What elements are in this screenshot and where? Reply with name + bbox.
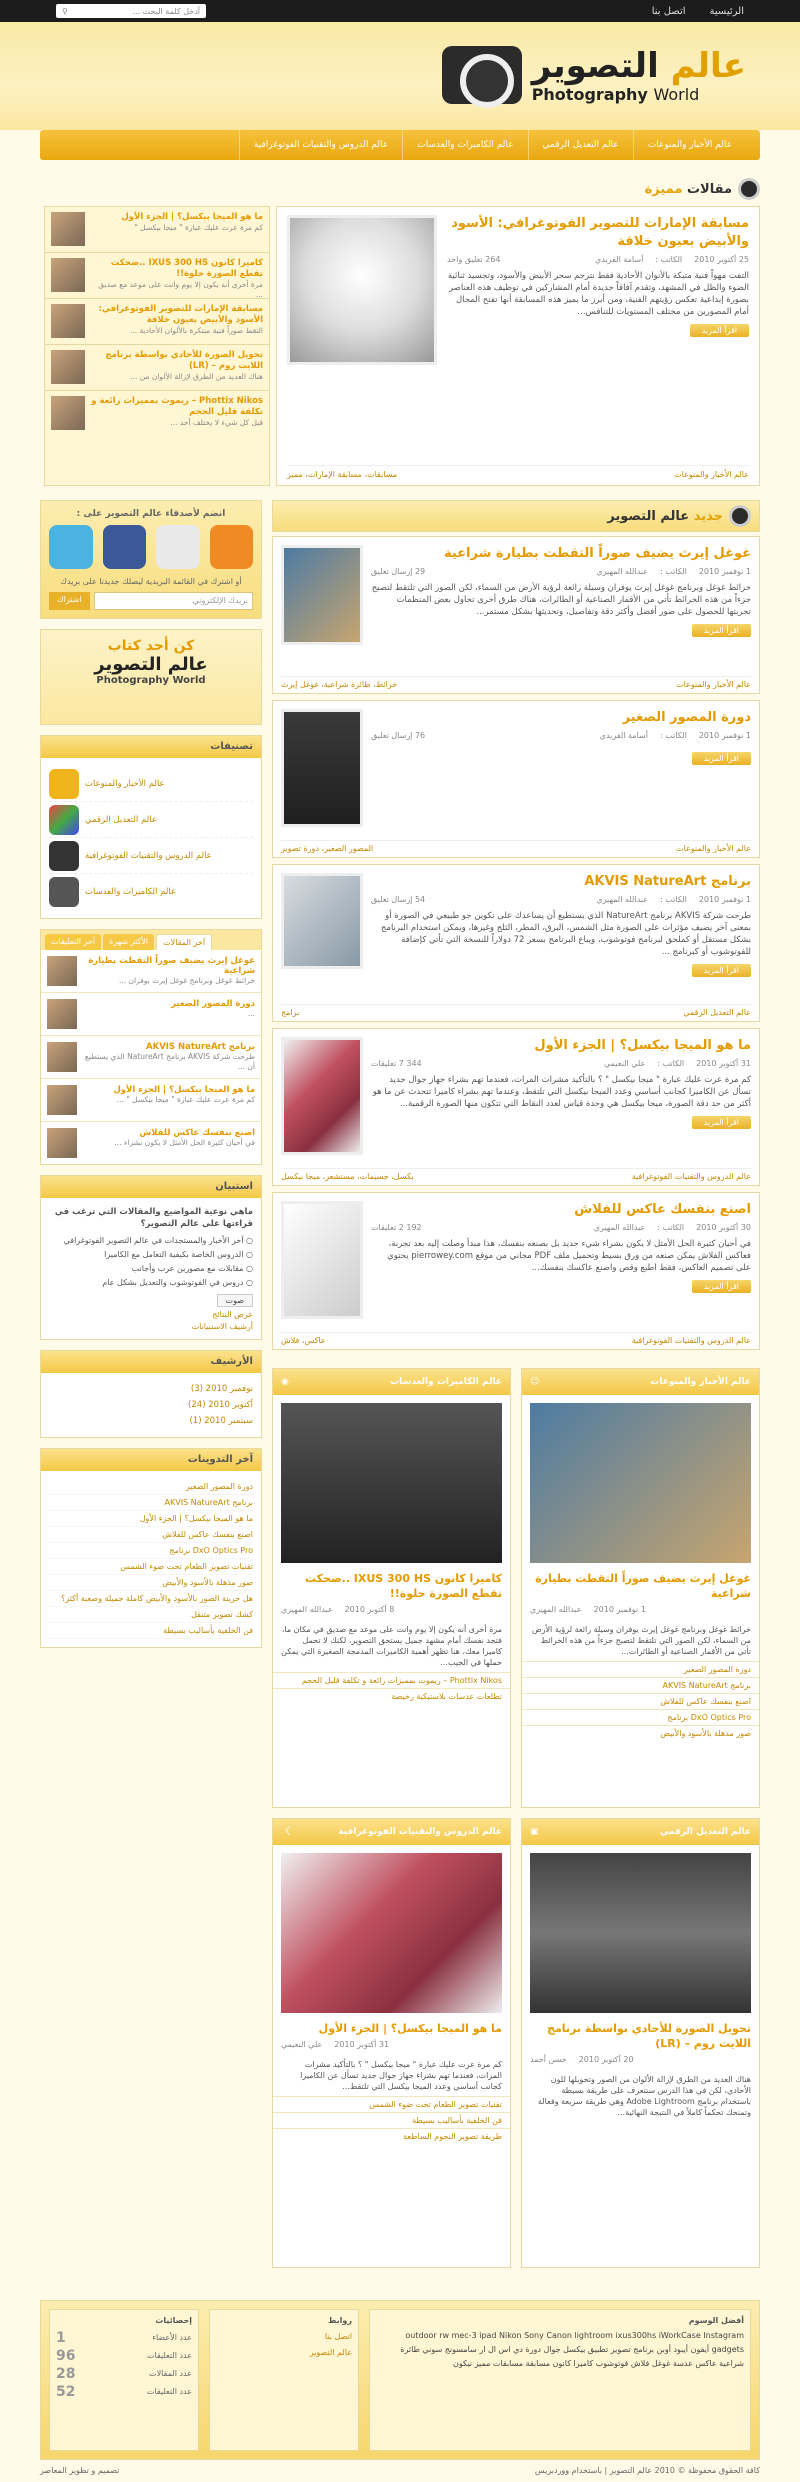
footer-links: روابط اتصل بنا عالم التصوير: [209, 2309, 359, 2451]
nav-item-cameras[interactable]: عالم الكاميرات والعدسات: [402, 130, 527, 160]
archive-link[interactable]: سبتمبر 2010 (1): [189, 1416, 253, 1426]
featured-main-post: [276, 206, 760, 486]
read-more-button[interactable]: اقرأ المزيد: [692, 1116, 751, 1129]
news-heading: جديد عالم التصوير: [607, 508, 723, 524]
twitter-icon[interactable]: [49, 525, 93, 569]
post-thumbnail[interactable]: [51, 350, 85, 384]
category-link[interactable]: عالم الأخبار والمنوعات: [49, 766, 253, 802]
nav-item-lessons[interactable]: عالم الدروس والتقنيات الفوتوغرافية: [239, 130, 402, 160]
lens-icon: [729, 505, 751, 527]
tab-popular[interactable]: الأكثر شهرة: [103, 934, 154, 950]
posts-tabs-widget: [40, 929, 262, 1165]
footer-link[interactable]: اتصل بنا: [324, 2332, 352, 2341]
post-date: 25 أكتوبر 2010: [694, 255, 749, 264]
featured-section: [40, 178, 760, 486]
post-image[interactable]: [281, 545, 363, 645]
poll-option[interactable]: ○ آخر الأخبار والمستجدات في عالم التصوير الفوتوغرافي: [49, 1234, 253, 1248]
camera-icon: [49, 877, 79, 907]
recent-post-link[interactable]: فن الخلفية بأساليب بسيطة: [49, 1623, 253, 1639]
post-image[interactable]: [281, 1037, 363, 1155]
poll-archive-link[interactable]: أرشيف الاستبيانات: [191, 1322, 253, 1331]
post-title[interactable]: برنامج AKVIS NatureArt: [584, 874, 751, 889]
tab-comments[interactable]: آخر التعليقات: [45, 934, 101, 950]
list-item[interactable]: غوغل إيرث يضيف صوراً التقطت بطيارة شراعية خرائط غوغل وبرنامج غوغل إيرث يوفران ...: [41, 950, 261, 993]
list-item[interactable]: ما هو الميجا بيكسل؟ | الجزء الأول كم مرة عرت عليك عبارة " ميجا بيكسل " ...: [41, 1079, 261, 1122]
featured-image[interactable]: [287, 215, 437, 365]
archive-widget: الأرشيف نوفمبر 2010 (3) أكتوبر 2010 (24) سبتمبر 2010 (1): [40, 1350, 262, 1438]
search-placeholder: أدخل كلمة البحث ...: [132, 6, 200, 16]
email-field[interactable]: بريدك الإلكتروني: [94, 592, 253, 610]
list-item[interactable]: مسابقة الإمارات للتصوير الفوتوغرافي: الأسود والأبيض بعيون خلاقة التقط صوراً فنية مبتكرة بالألوان الأحادية ...: [45, 299, 269, 345]
masks-icon: ☺: [530, 1377, 540, 1387]
tab-latest[interactable]: آخر المقالات: [156, 934, 212, 950]
search-icon[interactable]: ⚲: [62, 6, 68, 16]
facebook-icon[interactable]: [103, 525, 147, 569]
post-thumbnail[interactable]: [51, 396, 85, 430]
featured-category[interactable]: عالم الأخبار والمنوعات: [674, 470, 749, 479]
list-item[interactable]: برنامج AKVIS NatureArt طرحت شركة AKVIS برنامج NatureArt الذي يستطيع أن ...: [41, 1036, 261, 1079]
nav-item-news[interactable]: عالم الأخبار والمنوعات: [633, 130, 746, 160]
post-title[interactable]: غوغل إيرث يضيف صوراً التقطت بطيارة شراعية: [443, 546, 751, 561]
nav-item-editing[interactable]: عالم التعديل الرقمي: [528, 130, 633, 160]
news-post: دورة المصور الصغير 1 نوفمبر 2010 الكاتب : أسامة الفريدي 76 إرسال تعليق اقرأ المزيد عالم الأخبار والمنوعات المصور الصغير، دورة تصوير: [272, 700, 760, 858]
recent-post-link[interactable]: صور مذهلة بالأسود والأبيض: [49, 1575, 253, 1591]
category-box: عالم الدروس والتقنيات الفوتوغرافية 〉 ما هو الميجا بيكسل؟ | الجزء الأول 31 أكتوبر 2010 علي النعيمي كم مرة عرت عليك عبارة " ميجا بيكسل " ؟ بالتأكيد مشرات المرات، فعندما تهم بشراء جهاز جوال جديد تسأل عن الكاميرا كجانب أساسي وعدد الميجا بيكسل التي تلتقط... تقنيات تصوير الطعام تحت ضوء الشمس فن الخلفية بأساليب بسيطة طريقة تصوير النجوم الساطعة: [272, 1818, 511, 2268]
site-logo[interactable]: [442, 46, 746, 104]
read-more-button[interactable]: اقرأ المزيد: [692, 964, 751, 977]
camera-logo-icon: [442, 46, 522, 104]
copyright: كافة الحقوق محفوظة © 2010 عالم التصوير | باستخدام ووردبريس: [534, 2466, 760, 2475]
masks-icon: [49, 769, 79, 799]
terminal-icon: 〉: [281, 1827, 291, 1837]
sidebar: [40, 500, 262, 1658]
news-post: غوغل إيرث يضيف صوراً التقطت بطيارة شراعية 1 نوفمبر 2010 الكاتب : عبدالله المهيري 29 إرسال تعليق خرائط غوغل وبرنامج غوغل إيرث يوفران وسيلة رائعة لرؤية الأرض من السماء، لكن الصور التي تلتقط لتصبح جزءاً من هذه الخرائط تأتي من الأقمار الصناعية أو الطائرات، هناك طرق أخرى تحاول بعض المنظمات تجربتها للحصول على صور أفضل وأكثر دقة وتفاصيل، وتحديثها بشكل مستمر... اقرأ المزيد عالم الأخبار والمنوعات خرائط، طائرة شراعية، غوغل إيرث: [272, 536, 760, 694]
post-author-label: الكاتب :: [655, 255, 683, 264]
recent-post-link[interactable]: DxO Optics Pro برنامج: [49, 1543, 253, 1559]
featured-side-list: [44, 206, 270, 486]
featured-excerpt: التفت مهواً فنية متبكة بالأنوان الأحادية فقط نترجم سحر الأبيض والأسود، وتجسيد ثنائية الضوء والظل في المشهد، وتقدم آفاقاً جديدة أمام المشاركين في توظيف هذه العناصر بصورة إبداعية تعكس رؤيتهم الفنية، ومن أبرز ما يميز هذه المسابقة أنها تفتح المجال أمام المصورين من مختلف المستويات للتنافس...: [447, 271, 749, 317]
post-thumbnail[interactable]: [51, 258, 85, 292]
vote-button[interactable]: صوت: [217, 1294, 253, 1307]
poll-option[interactable]: ○ دروس في الفوتوشوب والتعديل بشكل عام: [49, 1276, 253, 1290]
stats-widget: إحصائيات عدد الأعضاء 1 عدد التعليقات 96 عدد المقالات 28 عدد التعليقات 52: [49, 2309, 199, 2451]
category-link[interactable]: عالم التعديل الرقمي: [49, 802, 253, 838]
designer-credit[interactable]: تصميم و تطوير المعاصر: [40, 2466, 120, 2475]
list-item[interactable]: كاميرا كانون IXUS 300 HS ..ضحكت تقطع الصورة حلوة!! مرة أخرى أنه يكون إلا يوم وانت على موعد مع صديق ...: [45, 253, 269, 299]
post-title[interactable]: اصنع بنفسك عاكس للفلاش: [574, 1202, 751, 1217]
lens-icon: [738, 178, 760, 200]
news-post: ما هو الميجا بيكسل؟ | الجزء الأول 31 أكتوبر 2010 الكاتب : علي النعيمي 344 7 تعليقات كم مرة عرت عليك عبارة " ميجا بيكسل " ؟ بالتأكيد مشرات المرات، فعندما تهم بشراء جهاز جوال جديد تسأل عن الكاميرا كجانب أساسي وعدد الميجا بيكسل التي تلتقط، وعندما تهم بشراء كاميرا تتحدث عن ما هو أكثر من حد دقة الصورة، ميجا بيكسل هي وحدة قياس لعدد النقاط التي تتكون منها الصورة الرقمية... اقرأ المزيد عالم الدروس والتقنيات الفوتوغرافية بكسل، جسيمات، مستشعر، ميجا بيكسل: [272, 1028, 760, 1186]
flickr-icon[interactable]: [156, 525, 200, 569]
archive-link[interactable]: نوفمبر 2010 (3): [190, 1384, 253, 1394]
category-box: عالم الكاميرات والعدسات ◉ كاميرا كانون IXUS 300 HS ..ضحكت تقطع الصورة حلوة!! 8 أكتوبر 2010 عبدالله المهيري مرة أخرى أنه يكون إلا يوم وانت على موعد مع صديق في مكان ما، فتجد نفسك أمام مشهد جميل يستحق التصوير، لكنك لا تحمل كاميرا معك، هنا تظهر أهمية الكاميرات المدمجة الصغيرة التي يمكن حملها في الجيب... Phottix Nikos – ريموت بمميزات رائعة و تكلفة قليل الحجم تطلعات عدسات بلاستيكية رخيصة: [272, 1368, 511, 1808]
categories-widget: تصنيفات عالم الأخبار والمنوعات عالم التعديل الرقمي عالم الدروس والتقنيات الفوتوغرافية عالم الكاميرات والعدسات: [40, 735, 262, 919]
top-link-home[interactable]: الرئيسية: [709, 5, 744, 17]
top-link-contact[interactable]: اتصل بنا: [651, 5, 686, 17]
poll-option[interactable]: ○ الدروس الخاصة بكيفية التعامل مع الكاميرا: [49, 1248, 253, 1262]
featured-heading: مقالات مميزة: [644, 181, 732, 197]
logo-ar-2: التصوير: [531, 45, 659, 86]
logo-en-2: World: [653, 84, 700, 104]
post-author[interactable]: أسامة الفريدي: [595, 255, 644, 264]
poll-option[interactable]: ○ مقابلات مع مصورين عرب وأجانب: [49, 1262, 253, 1276]
post-image[interactable]: [281, 1853, 502, 2013]
latest-news: [272, 500, 760, 1356]
post-image[interactable]: [281, 1403, 502, 1563]
news-post: اصنع بنفسك عاكس للفلاش 30 أكتوبر 2010 الكاتب : عبدالله المهيري 192 2 تعليقات في أحيان كثيرة الحل الأمثل لا يكون بشراء شيء جديد بل بصنعه بنفسك، هذا مبدأ وصلت إليه بعد تجربة، فعاكس الفلاش يمكن صنعه من ورق بسيط وتحميل ملف PDF مجاني من موقع pierrowey.com يحتوي على تصميم العاكس، فقط اطبع وقص واصنع عاكسك بنفسك... اقرأ المزيد عالم الدروس والتقنيات الفوتوغرافية عاكس، فلاش: [272, 1192, 760, 1350]
site-header: [0, 22, 800, 130]
read-more-button[interactable]: اقرأ المزيد: [692, 752, 751, 765]
tag-cloud: أفضل الوسوم outdoor rw mec-3 ipad Nikon Sony Canon lightroom ixus300hs iWorkCase Instagram gadgets أيفون أيبود أوبن برنامج تصوير تطبيق بيكسل جوال دورة دي اس ال ار سامسونج سوني طائرة شراعية عاكس عدسة غوغل فلاش فوتوشوب كاميرا كانون مسابقة مسابقات مميز نيكون: [369, 2309, 751, 2451]
category-boxes: [272, 1368, 760, 2268]
tag-list[interactable]: outdoor rw mec-3 ipad Nikon Sony Canon lightroom ixus300hs iWorkCase Instagram gadgets أيفون أيبود أوبن برنامج تصوير تطبيق بيكسل جوال دورة دي اس ال ار سامسونج سوني طائرة شراعية عاكس عدسة غوغل فلاش فوتوشوب كاميرا كانون مسابقة مسابقات مميز نيكون: [400, 2331, 744, 2368]
camera-icon: ◉: [281, 1377, 289, 1387]
terminal-icon: [49, 841, 79, 871]
post-title[interactable]: دورة المصور الصغير: [622, 710, 751, 725]
list-item[interactable]: ما هو الميجا بيكسل؟ | الجزء الأول كم مرة عرت عليك عبارة " ميجا بيكسل ": [45, 207, 269, 253]
post-comments[interactable]: 264 تعليق واحد: [447, 255, 501, 264]
post-title[interactable]: ما هو الميجا بيكسل؟ | الجزء الأول: [534, 1038, 751, 1053]
list-item[interactable]: Phottix Nikos – ريموت بمميزات رائعة و تكلفة قليل الحجم قبل كل شيء لا يختلف أحد ...: [45, 391, 269, 437]
poll-results-link[interactable]: عرض النتائج: [212, 1310, 253, 1319]
category-box: عالم التعديل الرقمي ▣ تحويل الصورة للأحادي بواسطة برنامج اللايت روم – (LR) 20 أكتوبر 2010 حسن أحمد هناك العديد من الطرق لإزالة الألوان من الصور وتحويلها للون الأحادي، لكن في هذا الدرس سنتعرف على طريقة بسيطة باستخدام برنامج Adobe Lightroom وهي طريقة سريعة وفعالة وتمنحك تحكماً كاملاً في النتيجة النهائية...: [521, 1818, 760, 2268]
poll-widget: استبيان ماهي نوعية المواضيع والمقالات التي ترغب في قراءتها على عالم التصوير؟ ○ آخر الأخبار والمستجدات في عالم التصوير الفوتوغرافي ○ الدروس الخاصة بكيفية التعامل مع الكاميرا ○ مقابلات مع مصورين عرب وأجانب ○ دروس في الفوتوشوب والتعديل بشكل عام صوت عرض النتائج أرشيف الاستبيانات: [40, 1175, 262, 1340]
post-image[interactable]: [530, 1403, 751, 1563]
archive-link[interactable]: أكتوبر 2010 (24): [188, 1400, 253, 1410]
news-post: برنامج AKVIS NatureArt 1 نوفمبر 2010 الكاتب : عبدالله المهيري 54 إرسال تعليق طرحت شركة AKVIS برنامج NatureArt الذي يستطيع أن يساعدك على تكوين جو طبيعي في الصورة أو بمعنى آخر يضيف مؤثرات على الصورة مثل الشمس، البرق، المطر، الثلج وغيرها، ويمكن استخدام البرنامج بشكل مستقل أو كملحق لبرنامج فوتوشوب، ويباع البرنامج بسعر 72 دولاراً للنسخة التي تأتي كإضافة للفوتوشوب أو كبرنامج ... اقرأ المزيد عالم التعديل الرقمي برامج: [272, 864, 760, 1022]
list-item[interactable]: تحويل الصورة للأحادي بواسطة برنامج اللايت روم – (LR) هناك العديد من الطرق لإزالة الألوان من ...: [45, 345, 269, 391]
recent-post-link[interactable]: كشك تصوير متنقل: [49, 1607, 253, 1623]
list-item[interactable]: دورة المصور الصغير ...: [41, 993, 261, 1036]
list-item[interactable]: اصنع بنفسك عاكس للفلاش في أحيان كثيرة الحل الأمثل لا يكون بشراء ...: [41, 1122, 261, 1164]
category-link[interactable]: عالم الدروس والتقنيات الفوتوغرافية: [49, 838, 253, 874]
featured-tags[interactable]: مسابقات، مسابقة الإمارات، مميز: [287, 470, 398, 479]
post-image[interactable]: [281, 1201, 363, 1319]
social-widget: انضم لأصدقاء عالم التصوير على : أو اشترك في القائمة البريدية ليصلك جديدنا على بريدك بريدك الإلكتروني اشتراك: [40, 500, 262, 619]
recent-post-link[interactable]: اصنع بنفسك عاكس للفلاش: [49, 1527, 253, 1543]
footer-link[interactable]: عالم التصوير: [309, 2348, 352, 2357]
recent-post-link[interactable]: هل حزينة الصور بالأسود والأبيض كاملة جميلة وصعبة أكثر؟: [49, 1591, 253, 1607]
category-link[interactable]: عالم الكاميرات والعدسات: [49, 874, 253, 910]
bottom-bar: [40, 2466, 760, 2482]
read-more-button[interactable]: اقرأ المزيد: [692, 624, 751, 637]
become-writer-banner[interactable]: كن أحد كتاب عالم التصوير Photography World: [40, 629, 262, 725]
recent-post-link[interactable]: ما هو الميجا بيكسل؟ | الجزء الأول: [49, 1511, 253, 1527]
post-image[interactable]: [530, 1853, 751, 2013]
subscribe-button[interactable]: اشتراك: [49, 592, 90, 610]
main-nav: [40, 130, 760, 160]
category-box: عالم الأخبار والمنوعات ☺ غوغل إيرث يضيف صوراً التقطت بطيارة شراعية 1 نوفمبر 2010 عبدالله المهيري خرائط غوغل وبرنامج غوغل إيرث يوفران وسيلة رائعة لرؤية الأرض من السماء، لكن الصور التي تلتقط لتصبح جزءاً من هذه الخرائط تأتي من الأقمار الصناعية أو الطائرات... دورة المصور الصغير برنامج AKVIS NatureArt اصنع بنفسك عاكس للفلاش DxO Optics Pro برنامج صور مذهلة بالأسود والأبيض: [521, 1368, 760, 1808]
top-bar: [0, 0, 800, 22]
palette-icon: ▣: [530, 1827, 539, 1837]
read-more-button[interactable]: اقرأ المزيد: [690, 324, 749, 337]
recent-post-link[interactable]: تقنيات تصوير الطعام تحت ضوء الشمس: [49, 1559, 253, 1575]
logo-ar-1: عالم: [670, 45, 746, 86]
post-thumbnail[interactable]: [51, 212, 85, 246]
read-more-button[interactable]: اقرأ المزيد: [692, 1280, 751, 1293]
rss-icon[interactable]: [210, 525, 254, 569]
recent-post-link[interactable]: دورة المصور الصغير: [49, 1479, 253, 1495]
recent-post-link[interactable]: برنامج AKVIS NatureArt: [49, 1495, 253, 1511]
post-thumbnail[interactable]: [51, 304, 85, 338]
post-image[interactable]: [281, 873, 363, 969]
site-footer: [40, 2300, 760, 2460]
logo-en-1: Photography: [531, 84, 648, 104]
post-image[interactable]: [281, 709, 363, 827]
palette-icon: [49, 805, 79, 835]
search-input[interactable]: [56, 4, 206, 18]
recent-posts-widget: آخر التدوينات دورة المصور الصغير برنامج AKVIS NatureArt ما هو الميجا بيكسل؟ | الجزء الأول اصنع بنفسك عاكس للفلاش DxO Optics Pro برنامج تقنيات تصوير الطعام تحت ضوء الشمس صور مذهلة بالأسود والأبيض هل حزينة الصور بالأسود والأبيض كاملة جميلة وصعبة أكثر؟ كشك تصوير متنقل فن الخلفية بأساليب بسيطة: [40, 1448, 262, 1648]
featured-title[interactable]: مسابقة الإمارات للتصوير الفوتوغرافي: الأسود والأبيض بعيون خلاقة: [451, 216, 749, 249]
